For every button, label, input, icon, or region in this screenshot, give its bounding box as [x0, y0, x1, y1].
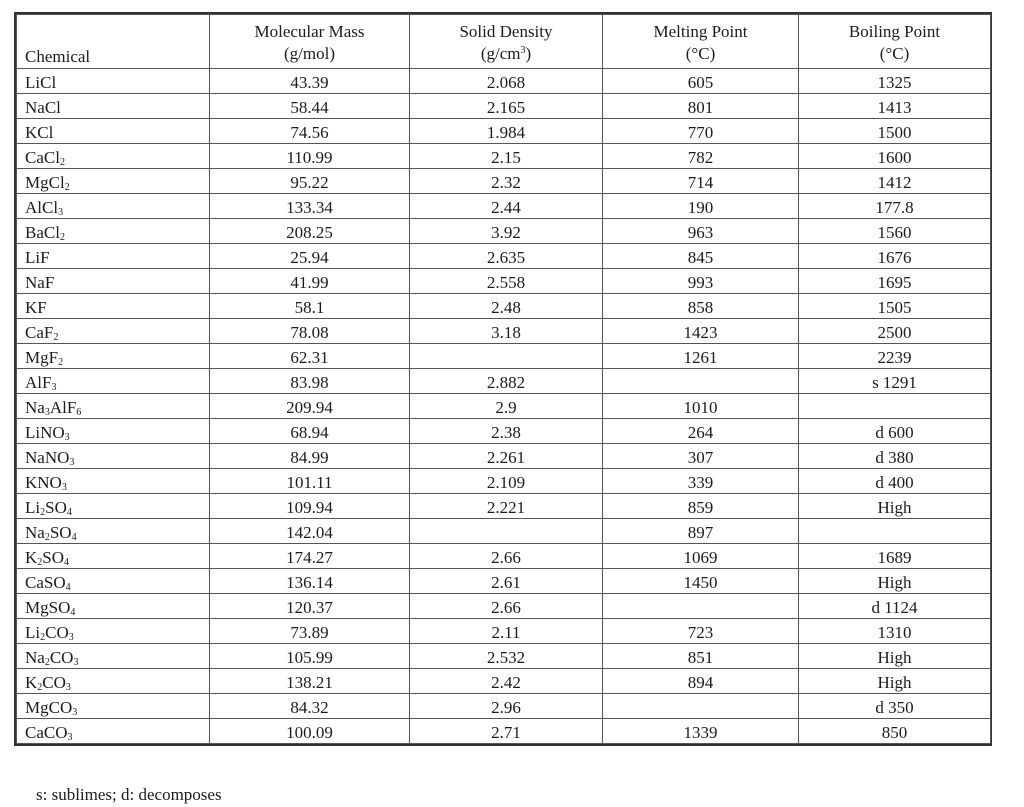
- formula-subscript: 3: [64, 432, 70, 443]
- cell-melting-point: 894: [603, 669, 799, 694]
- cell-boiling-point: 1500: [799, 119, 991, 144]
- cell-molecular-mass: 84.99: [210, 444, 410, 469]
- cell-chemical: [17, 194, 210, 219]
- formula-subscript: 2: [44, 532, 50, 543]
- cell-chemical: [17, 694, 210, 719]
- cell-solid-density: 2.48: [410, 294, 603, 319]
- cell-solid-density: 2.44: [410, 194, 603, 219]
- formula-part: CaCl: [25, 148, 60, 167]
- cell-boiling-point: 1310: [799, 619, 991, 644]
- header-molecular-mass-unit: (g/mol): [284, 43, 335, 63]
- cell-melting-point: 801: [603, 94, 799, 119]
- cell-solid-density: 2.165: [410, 94, 603, 119]
- cell-boiling-point: High: [799, 569, 991, 594]
- cell-melting-point: 993: [603, 269, 799, 294]
- formula-part: MgSO: [25, 598, 71, 617]
- formula-part: CO: [42, 673, 66, 692]
- formula-subscript: 2: [44, 657, 50, 668]
- cell-solid-density: 3.92: [410, 219, 603, 244]
- cell-boiling-point: 1676: [799, 244, 991, 269]
- formula-subscript: 2: [53, 332, 59, 343]
- formula-subscript: 3: [58, 207, 64, 218]
- formula-subscript: 4: [71, 532, 77, 543]
- cell-melting-point: [603, 594, 799, 619]
- formula-part: K: [25, 673, 38, 692]
- cell-boiling-point: 1325: [799, 69, 991, 94]
- cell-chemical: [17, 719, 210, 744]
- cell-melting-point: 845: [603, 244, 799, 269]
- cell-molecular-mass: 78.08: [210, 319, 410, 344]
- table-row: [17, 619, 991, 644]
- cell-chemical: [17, 319, 210, 344]
- cell-boiling-point: 2239: [799, 344, 991, 369]
- cell-melting-point: 859: [603, 494, 799, 519]
- cell-melting-point: [603, 369, 799, 394]
- cell-chemical: [17, 294, 210, 319]
- cell-solid-density: 2.068: [410, 69, 603, 94]
- formula-subscript: 2: [37, 557, 43, 568]
- cell-molecular-mass: 109.94: [210, 494, 410, 519]
- cell-solid-density: [410, 344, 603, 369]
- cell-melting-point: 1423: [603, 319, 799, 344]
- cell-chemical: [17, 419, 210, 444]
- cell-boiling-point: 1689: [799, 544, 991, 569]
- header-chemical-label: Chemical: [25, 47, 91, 66]
- cell-chemical: [17, 394, 210, 419]
- cell-melting-point: 858: [603, 294, 799, 319]
- cell-chemical: [17, 369, 210, 394]
- cell-solid-density: 2.9: [410, 394, 603, 419]
- table-row: [17, 244, 991, 269]
- header-molecular-mass-label: Molecular Mass: [254, 21, 365, 41]
- header-boiling-point: [799, 15, 991, 69]
- cell-molecular-mass: 100.09: [210, 719, 410, 744]
- header-boiling-point-label: Boiling Point: [848, 21, 941, 41]
- unit-post: ): [525, 43, 532, 63]
- formula-part: Na: [25, 648, 45, 667]
- cell-solid-density: 2.261: [410, 444, 603, 469]
- cell-chemical: [17, 619, 210, 644]
- cell-boiling-point: [799, 394, 991, 419]
- table-row: [17, 194, 991, 219]
- cell-melting-point: 1450: [603, 569, 799, 594]
- formula-part: Na: [25, 398, 45, 417]
- cell-molecular-mass: 62.31: [210, 344, 410, 369]
- formula-part: MgCl: [25, 173, 65, 192]
- cell-molecular-mass: 25.94: [210, 244, 410, 269]
- cell-solid-density: 2.11: [410, 619, 603, 644]
- unit-sup: 3: [520, 44, 526, 56]
- header-solid-density-unit: [410, 43, 602, 65]
- formula-part: AlCl: [25, 198, 59, 217]
- table-row: [17, 369, 991, 394]
- formula-part: AlF: [49, 398, 77, 417]
- cell-melting-point: 1261: [603, 344, 799, 369]
- cell-solid-density: 2.15: [410, 144, 603, 169]
- table-row: [17, 69, 991, 94]
- cell-chemical: [17, 444, 210, 469]
- table-row: [17, 594, 991, 619]
- formula-subscript: 2: [37, 682, 43, 693]
- table-row: [17, 419, 991, 444]
- cell-melting-point: 190: [603, 194, 799, 219]
- table-row: [17, 169, 991, 194]
- cell-melting-point: 851: [603, 644, 799, 669]
- header-melting-point-label: Melting Point: [653, 21, 748, 41]
- cell-solid-density: 2.71: [410, 719, 603, 744]
- cell-molecular-mass: 84.32: [210, 694, 410, 719]
- formula-subscript: 3: [51, 382, 57, 393]
- cell-melting-point: 1010: [603, 394, 799, 419]
- cell-molecular-mass: 58.1: [210, 294, 410, 319]
- formula-subscript: 6: [76, 407, 82, 418]
- cell-molecular-mass: 74.56: [210, 119, 410, 144]
- header-melting-point: [603, 15, 799, 69]
- cell-boiling-point: 1412: [799, 169, 991, 194]
- cell-melting-point: 770: [603, 119, 799, 144]
- cell-chemical: [17, 119, 210, 144]
- header-row: [17, 15, 991, 69]
- table-row: [17, 544, 991, 569]
- cell-melting-point: 897: [603, 519, 799, 544]
- cell-chemical: [17, 169, 210, 194]
- cell-chemical: [17, 69, 210, 94]
- formula-subscript: 4: [70, 607, 76, 618]
- cell-melting-point: 963: [603, 219, 799, 244]
- formula-subscript: 3: [68, 632, 74, 643]
- table-row: [17, 344, 991, 369]
- cell-chemical: [17, 219, 210, 244]
- formula-part: CaCO: [25, 723, 68, 742]
- table-row: [17, 144, 991, 169]
- cell-molecular-mass: 138.21: [210, 669, 410, 694]
- formula-part: KNO: [25, 473, 62, 492]
- cell-molecular-mass: 120.37: [210, 594, 410, 619]
- cell-molecular-mass: 142.04: [210, 519, 410, 544]
- formula-part: CaSO: [25, 573, 66, 592]
- cell-chemical: [17, 569, 210, 594]
- cell-molecular-mass: 136.14: [210, 569, 410, 594]
- table-row: [17, 494, 991, 519]
- cell-chemical: [17, 494, 210, 519]
- header-solid-density: [410, 15, 603, 69]
- formula-part: SO: [42, 548, 65, 567]
- cell-chemical: [17, 469, 210, 494]
- formula-subscript: 3: [72, 707, 78, 718]
- footnote: s: sublimes; d: decomposes: [36, 785, 222, 804]
- cell-melting-point: 1339: [603, 719, 799, 744]
- cell-boiling-point: d 400: [799, 469, 991, 494]
- formula-part: AlF: [25, 373, 52, 392]
- table-row: [17, 519, 991, 544]
- formula-part: CO: [45, 623, 69, 642]
- table-row: [17, 219, 991, 244]
- formula-part: LiNO: [25, 423, 65, 442]
- formula-part: KF: [25, 298, 47, 317]
- cell-solid-density: 2.635: [410, 244, 603, 269]
- cell-solid-density: 2.38: [410, 419, 603, 444]
- cell-melting-point: 307: [603, 444, 799, 469]
- formula-part: SO: [49, 523, 72, 542]
- cell-boiling-point: [799, 519, 991, 544]
- formula-subscript: 2: [58, 357, 64, 368]
- cell-melting-point: 1069: [603, 544, 799, 569]
- formula-part: MgCO: [25, 698, 73, 717]
- table-row: [17, 119, 991, 144]
- table-row: [17, 644, 991, 669]
- cell-molecular-mass: 209.94: [210, 394, 410, 419]
- formula-subscript: 3: [44, 407, 50, 418]
- cell-solid-density: 2.66: [410, 544, 603, 569]
- cell-solid-density: 3.18: [410, 319, 603, 344]
- formula-part: SO: [45, 498, 67, 517]
- cell-boiling-point: 1505: [799, 294, 991, 319]
- unit-pre: (g/cm: [480, 43, 521, 63]
- table-row: [17, 294, 991, 319]
- header-boiling-point-unit: (°C): [879, 43, 910, 63]
- formula-subscript: 2: [59, 232, 65, 243]
- header-molecular-mass: [210, 15, 410, 69]
- formula-part: NaNO: [25, 448, 70, 467]
- cell-melting-point: 339: [603, 469, 799, 494]
- formula-subscript: 2: [59, 157, 65, 168]
- cell-molecular-mass: 41.99: [210, 269, 410, 294]
- cell-boiling-point: High: [799, 494, 991, 519]
- table-row: [17, 469, 991, 494]
- cell-boiling-point: 177.8: [799, 194, 991, 219]
- cell-solid-density: 2.96: [410, 694, 603, 719]
- cell-chemical: [17, 244, 210, 269]
- formula-part: K: [25, 548, 38, 567]
- table-body: [17, 69, 991, 744]
- cell-chemical: [17, 669, 210, 694]
- table-row: [17, 444, 991, 469]
- cell-solid-density: 1.984: [410, 119, 603, 144]
- formula-part: LiCl: [25, 73, 57, 92]
- cell-boiling-point: 1600: [799, 144, 991, 169]
- cell-molecular-mass: 58.44: [210, 94, 410, 119]
- cell-molecular-mass: 110.99: [210, 144, 410, 169]
- cell-boiling-point: High: [799, 644, 991, 669]
- cell-molecular-mass: 208.25: [210, 219, 410, 244]
- cell-molecular-mass: 133.34: [210, 194, 410, 219]
- cell-molecular-mass: 174.27: [210, 544, 410, 569]
- cell-molecular-mass: 73.89: [210, 619, 410, 644]
- formula-part: CaF: [25, 323, 54, 342]
- formula-part: NaF: [25, 273, 55, 292]
- formula-subscript: 2: [64, 182, 70, 193]
- cell-chemical: [17, 344, 210, 369]
- cell-solid-density: 2.109: [410, 469, 603, 494]
- cell-chemical: [17, 519, 210, 544]
- cell-molecular-mass: 105.99: [210, 644, 410, 669]
- formula-subscript: 4: [64, 557, 70, 568]
- header-chemical: [17, 15, 210, 69]
- cell-melting-point: [603, 694, 799, 719]
- formula-subscript: 3: [73, 657, 79, 668]
- chemical-properties-table: [14, 12, 992, 746]
- formula-part: BaCl: [25, 223, 60, 242]
- data-table: [16, 14, 991, 744]
- cell-melting-point: 782: [603, 144, 799, 169]
- table-row: [17, 694, 991, 719]
- cell-molecular-mass: 83.98: [210, 369, 410, 394]
- formula-part: KCl: [25, 123, 54, 142]
- table-row: [17, 319, 991, 344]
- cell-boiling-point: High: [799, 669, 991, 694]
- cell-boiling-point: 1560: [799, 219, 991, 244]
- formula-subscript: 2: [40, 507, 46, 518]
- formula-part: CO: [49, 648, 74, 667]
- formula-subscript: 4: [66, 507, 72, 518]
- cell-solid-density: [410, 519, 603, 544]
- cell-boiling-point: s 1291: [799, 369, 991, 394]
- formula-subscript: 3: [61, 482, 67, 493]
- cell-chemical: [17, 594, 210, 619]
- cell-boiling-point: 850: [799, 719, 991, 744]
- cell-chemical: [17, 269, 210, 294]
- cell-molecular-mass: 101.11: [210, 469, 410, 494]
- formula-part: Na: [25, 523, 45, 542]
- table-row: [17, 269, 991, 294]
- cell-boiling-point: 1695: [799, 269, 991, 294]
- cell-solid-density: 2.42: [410, 669, 603, 694]
- table-row: [17, 94, 991, 119]
- cell-solid-density: 2.221: [410, 494, 603, 519]
- cell-chemical: [17, 544, 210, 569]
- cell-molecular-mass: 68.94: [210, 419, 410, 444]
- cell-chemical: [17, 144, 210, 169]
- table-row: [17, 569, 991, 594]
- formula-subscript: 2: [40, 632, 46, 643]
- cell-molecular-mass: 95.22: [210, 169, 410, 194]
- cell-melting-point: 714: [603, 169, 799, 194]
- formula-subscript: 3: [69, 457, 75, 468]
- header-melting-point-unit: (°C): [685, 43, 716, 63]
- formula-part: LiF: [25, 248, 50, 267]
- cell-solid-density: 2.532: [410, 644, 603, 669]
- formula-subscript: 4: [65, 582, 71, 593]
- table-row: [17, 669, 991, 694]
- cell-solid-density: 2.61: [410, 569, 603, 594]
- cell-chemical: [17, 644, 210, 669]
- cell-boiling-point: d 1124: [799, 594, 991, 619]
- formula-subscript: 3: [67, 732, 73, 743]
- cell-solid-density: 2.66: [410, 594, 603, 619]
- cell-melting-point: 723: [603, 619, 799, 644]
- cell-molecular-mass: 43.39: [210, 69, 410, 94]
- cell-boiling-point: 1413: [799, 94, 991, 119]
- formula-part: Li: [25, 623, 41, 642]
- cell-melting-point: 605: [603, 69, 799, 94]
- cell-solid-density: 2.882: [410, 369, 603, 394]
- table-row: [17, 394, 991, 419]
- formula-part: MgF: [25, 348, 59, 367]
- cell-solid-density: 2.558: [410, 269, 603, 294]
- table-row: [17, 719, 991, 744]
- cell-boiling-point: d 350: [799, 694, 991, 719]
- cell-solid-density: 2.32: [410, 169, 603, 194]
- cell-boiling-point: d 380: [799, 444, 991, 469]
- cell-boiling-point: 2500: [799, 319, 991, 344]
- formula-part: NaCl: [25, 98, 61, 117]
- cell-melting-point: 264: [603, 419, 799, 444]
- header-solid-density-label: Solid Density: [459, 21, 553, 41]
- cell-boiling-point: d 600: [799, 419, 991, 444]
- formula-part: Li: [25, 498, 41, 517]
- cell-chemical: [17, 94, 210, 119]
- formula-subscript: 3: [65, 682, 71, 693]
